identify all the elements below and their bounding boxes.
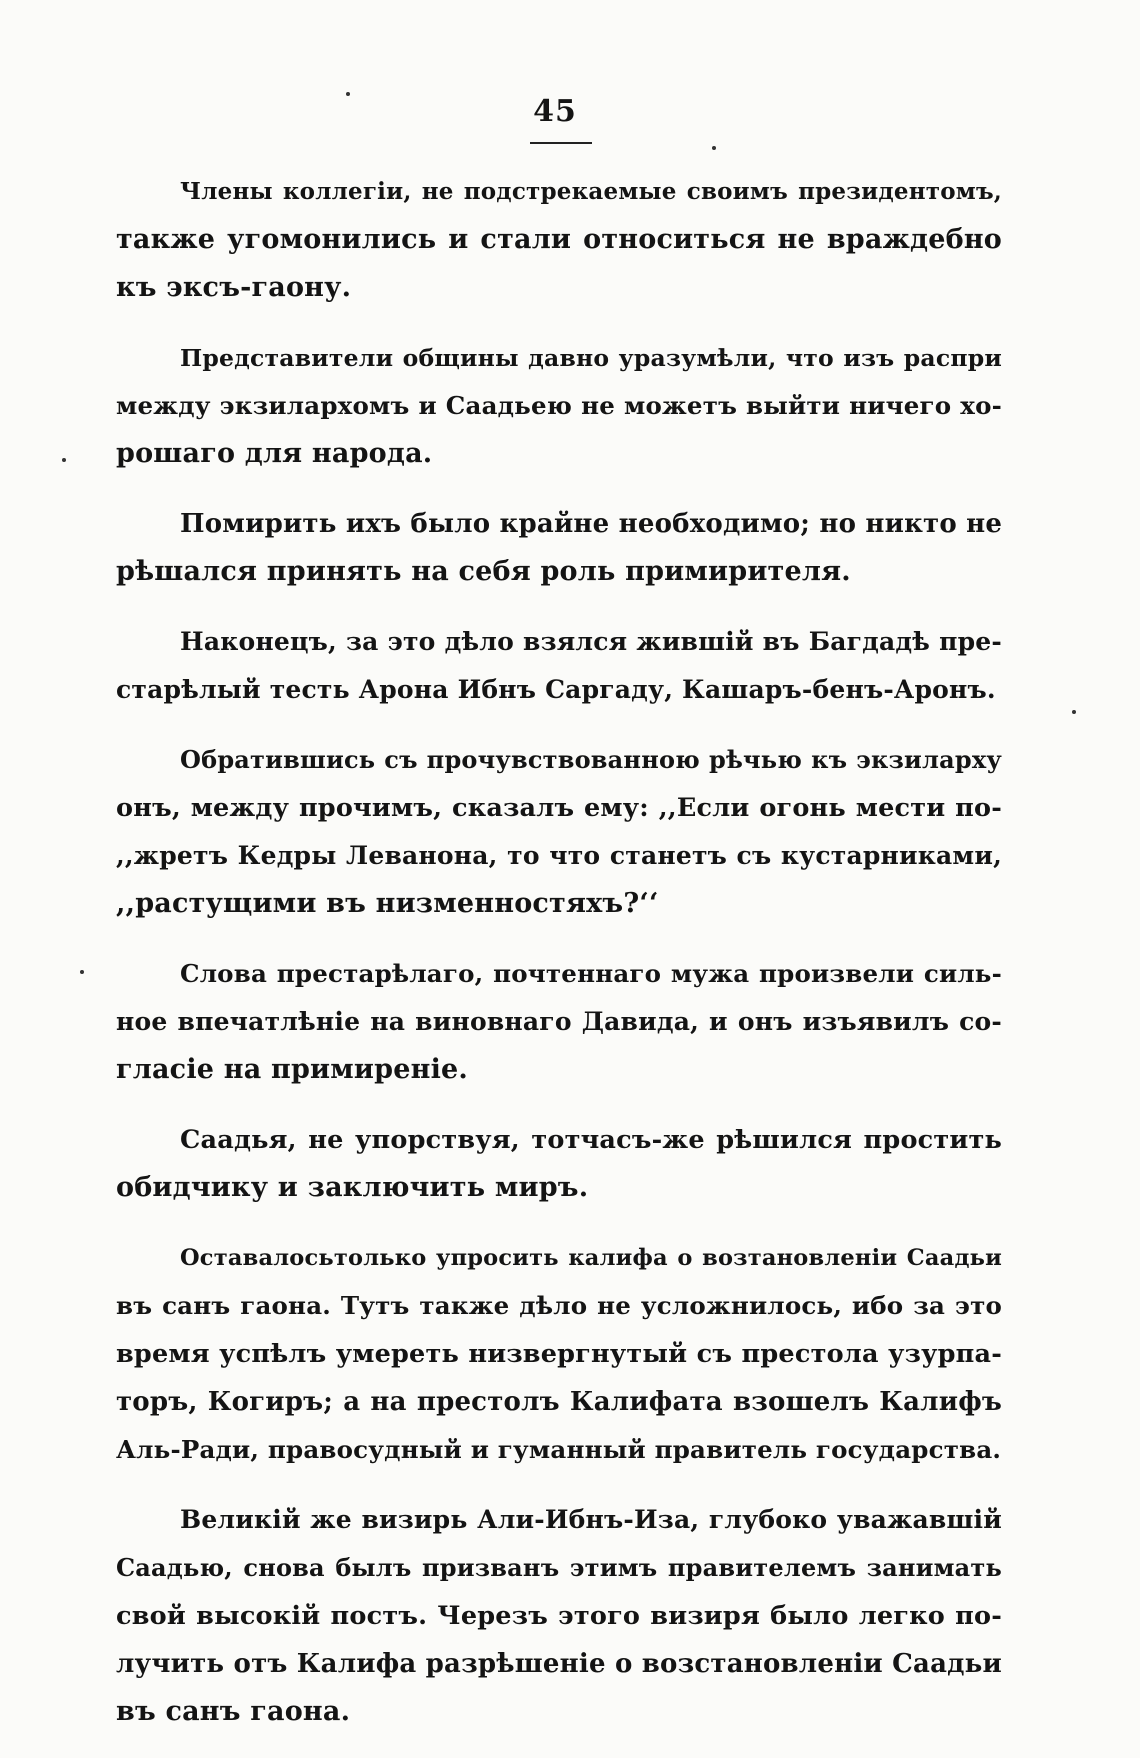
page-number-rule <box>530 142 592 144</box>
paragraph <box>116 1116 1002 1212</box>
paragraph <box>116 618 1002 714</box>
text-line: рошаго для народа. <box>116 438 433 469</box>
print-speck <box>80 970 84 974</box>
text-line: время успѣлъ умереть низвергнутый съ престола узурпа- <box>116 1339 1002 1369</box>
text-line: онъ, между прочимъ, сказалъ ему: ,,Если огонь мести по- <box>116 793 1002 823</box>
text-line: Помирить ихъ было крайне необходимо; но никто не <box>180 509 1003 539</box>
text-line: ,,растущими въ низменностяхъ?‘‘ <box>116 888 659 919</box>
text-line: ное впечатлѣніе на виновнаго Давида, и онъ изъявилъ со- <box>116 1007 1002 1036</box>
text-line: къ эксъ-гаону. <box>116 272 352 303</box>
text-line: въ санъ гаона. <box>116 1696 351 1727</box>
text-line: свой высокій постъ. Черезъ этого визиря было легко по- <box>116 1601 1002 1631</box>
text-line: Наконецъ, за это дѣло взялся жившій въ Багдадѣ пре- <box>180 627 1002 656</box>
text-line: Оставалосьтолько упросить калифа о возтановленіи Саадьи <box>180 1245 1002 1271</box>
page-number: 45 <box>533 94 577 129</box>
text-line: Аль-Ради, правосудный и гуманный правитель государства. <box>116 1435 1002 1464</box>
text-line: въ санъ гаона. Тутъ также дѣло не усложнилось, ибо за это <box>116 1291 1002 1320</box>
text-line: Представители общины давно уразумѣли, что изъ распри <box>180 344 1002 372</box>
paragraph <box>116 736 1002 928</box>
text-line: Обратившись съ прочувствованною рѣчью къ экзиларху <box>180 745 1002 774</box>
text-line: обидчику и заключить миръ. <box>116 1172 589 1203</box>
text-line: Великій же визирь Али-Ибнъ-Иза, глубоко уважавшій <box>180 1505 1002 1534</box>
text-line: также угомонились и стали относиться не враждебно <box>116 224 1002 255</box>
paragraph <box>116 1234 1002 1474</box>
print-speck <box>1072 710 1076 714</box>
text-line: ,,жретъ Кедры Леванона, то что станетъ съ кустарниками, <box>116 841 1002 870</box>
text-line: старѣлый тесть Арона Ибнъ Саргаду, Кашаръ-бенъ-Аронъ. <box>116 675 996 704</box>
paragraph <box>116 168 1002 312</box>
print-speck <box>62 458 66 462</box>
print-speck <box>712 146 716 150</box>
paragraph <box>116 1496 1002 1736</box>
print-speck <box>346 92 350 96</box>
paragraph <box>116 950 1002 1094</box>
body-text <box>116 168 1002 1758</box>
text-line: гласіе на примиреніе. <box>116 1054 469 1085</box>
text-line: Саадью, снова былъ призванъ этимъ правителемъ занимать <box>116 1553 1002 1582</box>
text-line: Слова престарѣлаго, почтеннаго мужа произвели силь- <box>180 959 1002 988</box>
text-line: между экзилархомъ и Саадьею не можетъ выйти ничего хо- <box>116 391 1002 420</box>
text-line: Члены коллегіи, не подстрекаемые своимъ президентомъ, <box>180 178 1002 205</box>
paragraph <box>116 334 1002 478</box>
text-line: торъ, Когиръ; а на престолъ Калифата взошелъ Калифъ <box>116 1387 1002 1417</box>
text-line: лучить отъ Калифа разрѣшеніе о возстановленіи Саадьи <box>116 1649 1002 1679</box>
text-line: рѣшался принять на себя роль примирителя. <box>116 556 851 587</box>
paragraph <box>116 500 1002 596</box>
text-line: Саадья, не упорствуя, тотчасъ-же рѣшился простить <box>180 1125 1002 1155</box>
